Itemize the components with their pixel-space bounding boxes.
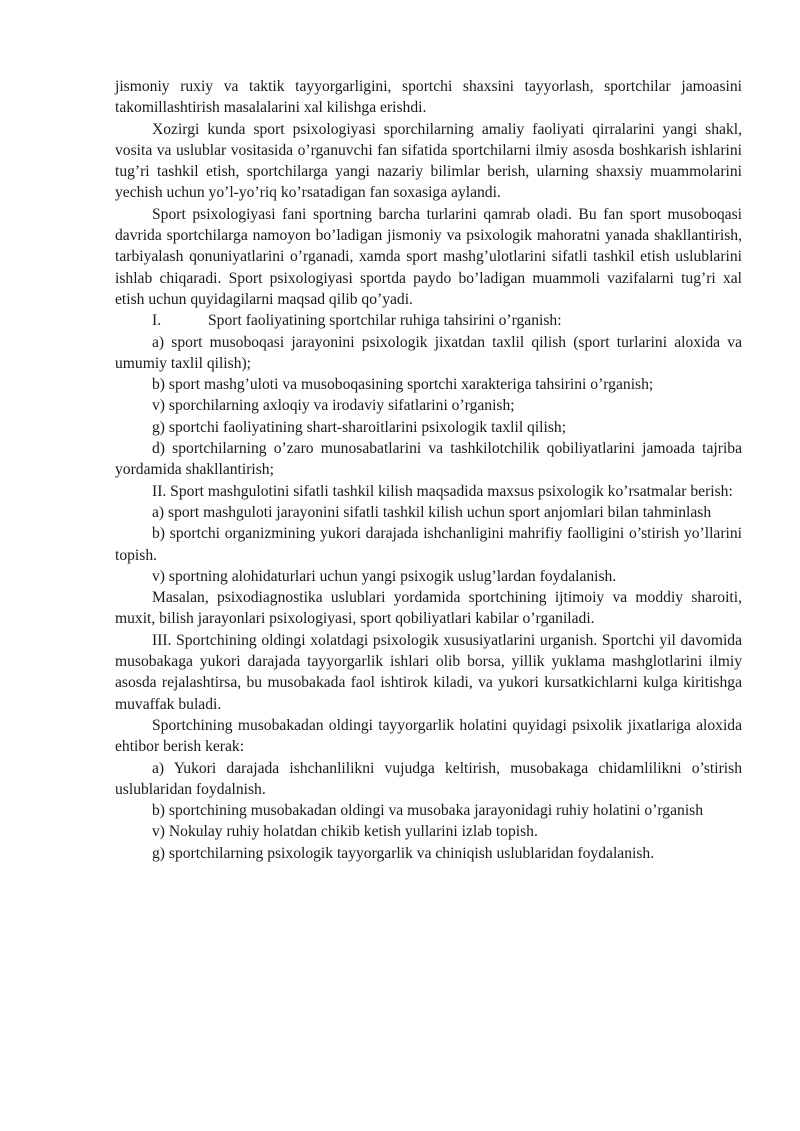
- paragraph-2: Xozirgi kunda sport psixologiyasi sporchilarning amaliy faoliyati qirralarini yangi shakl, vosita va uslublar vositasida o’rganuvchi fan sifatida sportchilarni ilmiy asosda boshkarish ishlarini tug’ri tashkil etish, sportchilarga yangi nazariy bilimlar berish, ularning shaxsiy muammolarini yechish uchun yo’l-yo’riq ko’rsatadigan fan soxasiga aylandi.: [115, 120, 742, 202]
- example-paragraph: Masalan, psixodiagnostika uslublari yordamida sportchining ijtimoiy va moddiy sharoiti, muxit, bilish jarayonlari psixologiyasi, sport qobiliyatlari kabilar o’rganiladi.: [115, 589, 742, 628]
- section-iii-item-g: g) sportchilarning psixologik tayyorgarlik va chiniqish uslublaridan foydalanish.: [152, 844, 655, 862]
- section-ii-item-b: b) sportchi organizmining yukori darajada ishchanligini mahrifiy faolligini o’stirish yo’llarini topish.: [115, 525, 742, 564]
- section-ii-item-v: v) sportning alohidaturlari uchun yangi psixogik uslug’lardan foydalanish.: [152, 567, 617, 585]
- section-ii: II. Sport mashgulotini sifatli tashkil kilish maqsadida maxsus psixologik ko’rsatmalar berish:: [152, 482, 733, 500]
- section-iii: III. Sportchining oldingi xolatdagi psixologik xususiyatlarini urganish. Sportchi yil davomida musobakaga yukori darajada tayyorgarlik ishlari olib borsa, yillik yuklama mashglotlarini ilmiy asosda rejalashtirsa, bu musobakada faol ishtirok kiladi, va yukori kursatkichlarni kulga kiritishga muvaffak buladi.: [115, 631, 742, 713]
- section-iii-item-b: b) sportchining musobakadan oldingi va musobaka jarayonidagi ruhiy holatini o’rganish: [152, 802, 704, 820]
- list-item-b: b) sport mashg’uloti va musoboqasining sportchi xarakteriga tahsirini o’rganish;: [152, 376, 654, 394]
- heading-text: Sport faoliyatining sportchilar ruhiga tahsirini o’rganish:: [208, 312, 562, 330]
- list-item-g: g) sportchi faoliyatining shart-sharoitlarini psixologik taxlil qilish;: [152, 418, 567, 436]
- section-iii-item-v: v) Nokulay ruhiy holatdan chikib ketish yullarini izlab topish.: [152, 823, 538, 841]
- section-ii-item-a: a) sport mashguloti jarayonini sifatli tashkil kilish uchun sport anjomlari bilan tahminlash: [152, 503, 712, 521]
- document-page: [115, 76, 742, 864]
- list-item-d: d) sportchilarning o’zaro munosabatlarini va tashkilotchilik qobiliyatlarini jamoada tajriba yordamida shakllantirish;: [115, 440, 742, 479]
- paragraph-1: jismoniy ruxiy va taktik tayyorgarligini, sportchi shaxsini tayyorlash, sportchilar jamoasini takomillashtirish masalalarini xal kilishga erishdi.: [115, 78, 742, 117]
- section-iii-item-a: a) Yukori darajada ishchanlilikni vujudga keltirish, musobakaga chidamlilikni o’stirish uslublaridan foydalnish.: [115, 759, 742, 798]
- numbered-heading-1: [115, 310, 742, 331]
- list-item-v: v) sporchilarning axloqiy va irodaviy sifatlarini o’rganish;: [152, 397, 515, 415]
- paragraph-3: Sport psixologiyasi fani sportning barcha turlarini qamrab oladi. Bu fan sport musoboqasi davrida sportchilarga namoyon bo’ladigan jismoniy va psixologik mahoratni yanada shakllantirish, tarbiyalash qonuniyatlarini o’rganadi, xamda sport mashg’ulotlarini sifatli tashkil etish uslublarini ishlab chiqaradi. Sport psixologiyasi sportda paydo bo’ladigan muammoli vazifalarni tug’ri xal etish uchun quyidagilarni maqsad qilib qo’yadi.: [115, 205, 742, 308]
- pre-competition-paragraph: Sportchining musobakadan oldingi tayyorgarlik holatini quyidagi psixolik jixatlariga aloxida ehtibor berish kerak:: [115, 716, 742, 756]
- list-item-a: a) sport musoboqasi jarayonini psixologik jixatdan taxlil qilish (sport turlarini aloxida va umumiy taxlil qilish);: [115, 333, 742, 372]
- heading-number: I.: [152, 312, 162, 330]
